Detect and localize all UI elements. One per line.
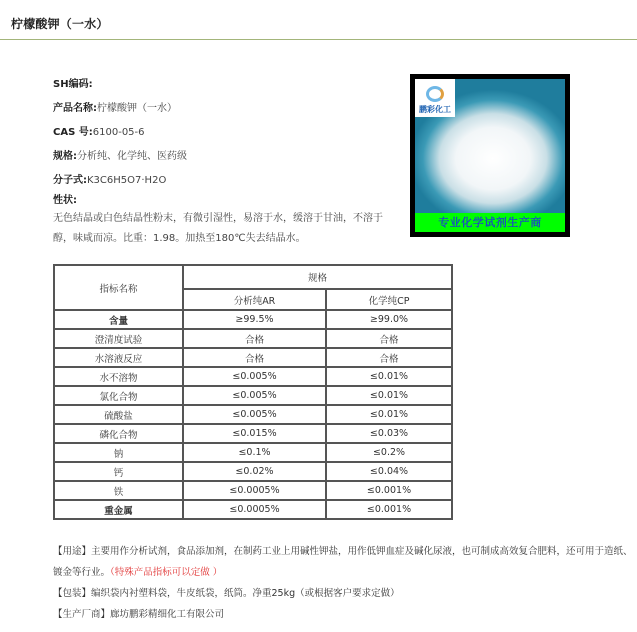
table-header-row [54,265,452,289]
property-label: 性状: [53,195,77,206]
row-cp-value: ≤0.03% [326,424,452,443]
table-row [54,367,452,386]
cas-value: 6100-05-6 [92,127,145,138]
title-divider [0,39,637,40]
row-cp-value: ≤0.01% [326,405,452,424]
row-name: 氯化合物 [54,386,183,405]
row-ar-value: ≥99.5% [183,310,326,329]
row-cp-value: ≤0.2% [326,443,452,462]
formula-label: 分子式: [53,175,87,186]
property-line [53,191,77,206]
row-name: 钠 [54,443,183,462]
company-logo [415,79,455,117]
row-name: 磷化合物 [54,424,183,443]
row-name: 铁 [54,481,183,500]
row-name: 重金属 [54,500,183,519]
row-ar-value: 合格 [183,348,326,367]
logo-text: 鹏彩化工 [419,105,451,114]
header-col-ar: 分析纯AR [183,289,326,310]
spec-line [53,147,187,162]
formula-value: K3C6H5O7·H2O [87,175,167,186]
spec-value: 分析纯、化学纯、医药级 [77,151,187,162]
usage-note [53,541,633,583]
header-spec-group: 规格 [183,265,452,289]
image-banner: 专业化学试剂生产商 [415,213,565,232]
header-col-cp: 化学纯CP [326,289,452,310]
row-ar-value: ≤0.005% [183,386,326,405]
property-description: 无色结晶或白色结晶性粉末，有微引湿性，易溶于水，缓溶于甘油，不溶于醇，味咸而凉。比重：1.98。加热至180℃失去结晶水。 [53,213,383,244]
row-cp-value: 合格 [326,329,452,348]
sh-code-label: SH编码: [53,79,93,90]
row-cp-value: ≤0.001% [326,481,452,500]
table-row [54,443,452,462]
row-ar-value: 合格 [183,329,326,348]
product-photo [415,79,565,232]
product-name-label: 产品名称: [53,103,97,114]
table-row [54,462,452,481]
sh-code-line [53,75,93,90]
table-row [54,310,452,329]
table-row [54,405,452,424]
row-name: 硫酸盐 [54,405,183,424]
packaging-note: 【包装】编织袋内衬塑料袋，牛皮纸袋，纸筒。净重25kg（或根据客户要求定做） [53,588,400,599]
formula-line [53,171,166,186]
row-ar-value: ≤0.02% [183,462,326,481]
cas-label: CAS 号: [53,127,93,138]
product-image [410,74,570,237]
table-row [54,329,452,348]
row-name: 含量 [54,310,183,329]
product-name-line [53,99,177,114]
row-ar-value: ≤0.1% [183,443,326,462]
row-cp-value: ≤0.01% [326,367,452,386]
spec-table [53,264,453,520]
header-indicator-name: 指标名称 [54,265,183,310]
usage-text: 【用途】主要用作分析试剂，食品添加剂，在制药工业上用碱性钾盐，用作低钾血症及碱化尿液，也可制成高效复合肥料，还可用于造纸、镀金等行业。 [53,546,633,578]
product-notes [53,541,633,625]
product-name-value: 柠檬酸钾（一水） [97,103,177,114]
table-row [54,348,452,367]
row-name: 钙 [54,462,183,481]
row-cp-value: ≥99.0% [326,310,452,329]
table-row [54,386,452,405]
row-ar-value: ≤0.005% [183,367,326,386]
row-name: 水溶液反应 [54,348,183,367]
row-ar-value: ≤0.015% [183,424,326,443]
row-cp-value: ≤0.04% [326,462,452,481]
row-cp-value: ≤0.001% [326,500,452,519]
spec-label: 规格: [53,151,77,162]
row-name: 水不溶物 [54,367,183,386]
custom-order-note: （特殊产品指标可以定做 ） [110,567,223,578]
table-row [54,481,452,500]
page-title: 柠檬酸钾（一水） [11,17,109,31]
row-cp-value: ≤0.01% [326,386,452,405]
row-ar-value: ≤0.005% [183,405,326,424]
cas-line [53,123,145,138]
row-cp-value: 合格 [326,348,452,367]
manufacturer-note: 【生产厂商】廊坊鹏彩精细化工有限公司 [53,609,225,620]
table-row [54,424,452,443]
row-ar-value: ≤0.0005% [183,481,326,500]
row-ar-value: ≤0.0005% [183,500,326,519]
row-name: 澄清度试验 [54,329,183,348]
table-row [54,500,452,519]
logo-icon [426,86,444,102]
